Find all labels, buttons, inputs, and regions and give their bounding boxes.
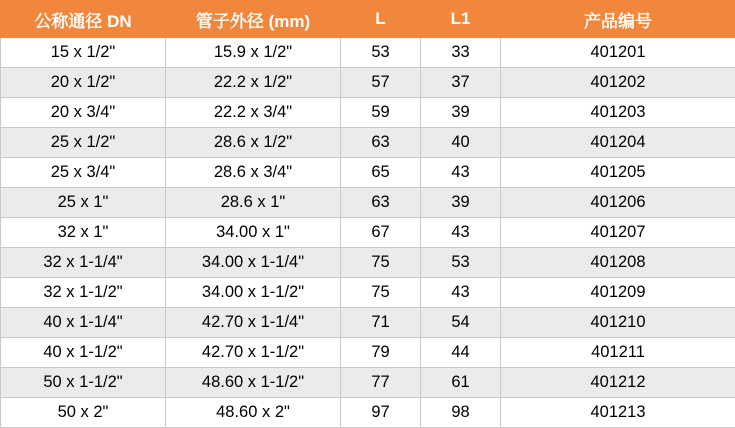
column-header-dn: 公称通径 DN [1,1,166,38]
cell-l: 79 [341,338,421,368]
cell-outer-diameter: 34.00 x 1-1/4" [166,248,341,278]
cell-dn: 20 x 1/2" [1,68,166,98]
column-header-l: L [341,1,421,38]
cell-l1: 43 [421,218,501,248]
column-header-l1: L1 [421,1,501,38]
table-row [1,218,735,248]
cell-dn: 32 x 1-1/4" [1,248,166,278]
cell-dn: 32 x 1-1/2" [1,278,166,308]
cell-l: 75 [341,278,421,308]
cell-l1: 37 [421,68,501,98]
cell-l1: 53 [421,248,501,278]
cell-product-code: 401212 [501,368,735,398]
cell-l1: 44 [421,338,501,368]
cell-dn: 25 x 1" [1,188,166,218]
cell-l: 63 [341,188,421,218]
cell-dn: 20 x 3/4" [1,98,166,128]
cell-l: 53 [341,38,421,68]
cell-l: 75 [341,248,421,278]
cell-l1: 98 [421,398,501,428]
cell-product-code: 401206 [501,188,735,218]
cell-product-code: 401207 [501,218,735,248]
cell-product-code: 401208 [501,248,735,278]
cell-l: 63 [341,128,421,158]
cell-outer-diameter: 42.70 x 1-1/4" [166,308,341,338]
cell-outer-diameter: 48.60 x 1-1/2" [166,368,341,398]
cell-l1: 39 [421,188,501,218]
table-row [1,368,735,398]
table-header [1,1,735,38]
cell-product-code: 401203 [501,98,735,128]
cell-outer-diameter: 34.00 x 1" [166,218,341,248]
table-row [1,128,735,158]
cell-dn: 15 x 1/2" [1,38,166,68]
cell-l: 71 [341,308,421,338]
cell-l: 57 [341,68,421,98]
cell-l1: 43 [421,278,501,308]
cell-l1: 61 [421,368,501,398]
cell-l1: 40 [421,128,501,158]
table-row [1,38,735,68]
cell-dn: 25 x 1/2" [1,128,166,158]
table-row [1,158,735,188]
table-header-row [1,1,735,38]
cell-product-code: 401211 [501,338,735,368]
cell-dn: 50 x 1-1/2" [1,368,166,398]
table-row [1,188,735,218]
cell-outer-diameter: 28.6 x 1/2" [166,128,341,158]
cell-l: 67 [341,218,421,248]
cell-outer-diameter: 28.6 x 3/4" [166,158,341,188]
cell-l1: 33 [421,38,501,68]
cell-product-code: 401204 [501,128,735,158]
table-row [1,398,735,428]
cell-product-code: 401202 [501,68,735,98]
table-row [1,308,735,338]
cell-dn: 40 x 1-1/2" [1,338,166,368]
column-header-outer-diameter: 管子外径 (mm) [166,1,341,38]
cell-l1: 54 [421,308,501,338]
cell-outer-diameter: 48.60 x 2" [166,398,341,428]
table-row [1,248,735,278]
table-row [1,338,735,368]
cell-l1: 39 [421,98,501,128]
cell-outer-diameter: 28.6 x 1" [166,188,341,218]
cell-outer-diameter: 42.70 x 1-1/2" [166,338,341,368]
table-body [1,38,735,428]
cell-product-code: 401205 [501,158,735,188]
cell-product-code: 401213 [501,398,735,428]
cell-dn: 25 x 3/4" [1,158,166,188]
cell-dn: 50 x 2" [1,398,166,428]
column-header-product-code: 产品编号 [501,1,735,38]
cell-product-code: 401209 [501,278,735,308]
cell-outer-diameter: 34.00 x 1-1/2" [166,278,341,308]
table-row [1,98,735,128]
cell-outer-diameter: 22.2 x 1/2" [166,68,341,98]
cell-product-code: 401210 [501,308,735,338]
table-row [1,278,735,308]
cell-l: 97 [341,398,421,428]
cell-l: 77 [341,368,421,398]
table-row [1,68,735,98]
cell-l: 59 [341,98,421,128]
cell-outer-diameter: 22.2 x 3/4" [166,98,341,128]
cell-dn: 32 x 1" [1,218,166,248]
cell-outer-diameter: 15.9 x 1/2" [166,38,341,68]
cell-product-code: 401201 [501,38,735,68]
cell-l: 65 [341,158,421,188]
cell-dn: 40 x 1-1/4" [1,308,166,338]
cell-l1: 43 [421,158,501,188]
